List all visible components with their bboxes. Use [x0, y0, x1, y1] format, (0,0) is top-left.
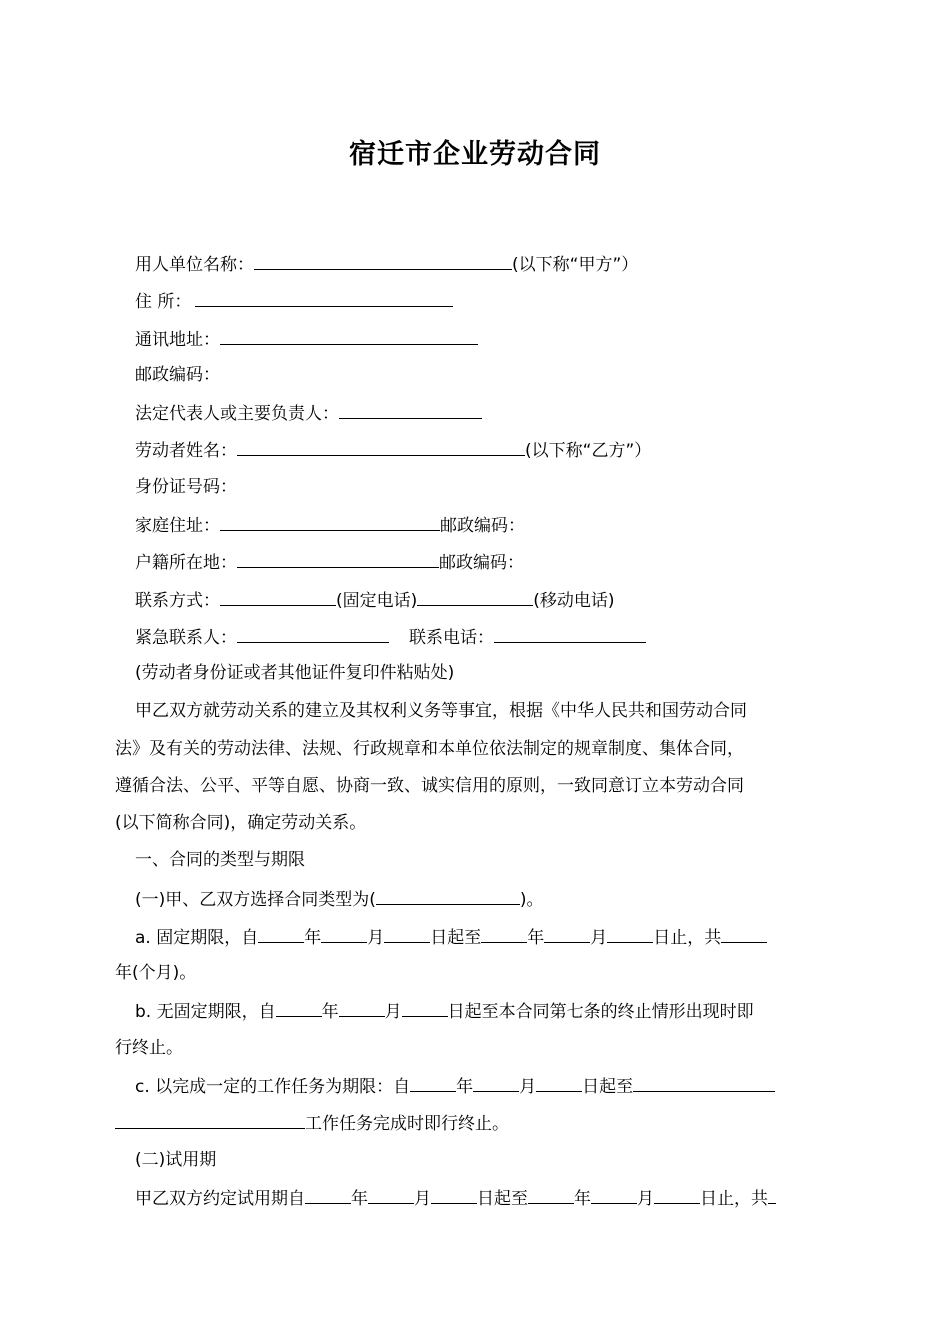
hukou-postcode-label: 邮政编码： [439, 553, 524, 573]
trial-end-year-blank[interactable] [528, 1186, 574, 1204]
trial-line [135, 1186, 776, 1210]
day-to-text: 日止，共 [653, 928, 722, 948]
hukou-label: 户籍所在地： [135, 553, 237, 573]
emergency-phone-label: 联系电话： [409, 628, 494, 648]
contract-type-blank[interactable] [376, 887, 520, 905]
day-from-text: 日起至 [582, 1077, 634, 1097]
month-text: 月 [384, 1002, 402, 1022]
year-text: 年 [456, 1077, 474, 1097]
trial-label: 甲乙双方约定试用期自 [135, 1189, 305, 1209]
day-from-text: 日起至 [477, 1189, 528, 1209]
year-text: 年 [321, 1002, 339, 1022]
hukou-line [135, 550, 524, 574]
preamble-line-3: 遵循合法、公平、平等自愿、协商一致、诚实信用的原则，一致同意订立本劳动合同 [115, 776, 744, 796]
preamble-line-4: (以下简称合同)，确定劳动关系。 [115, 813, 367, 833]
task-desc-blank[interactable] [115, 1111, 305, 1129]
legal-rep-blank[interactable] [339, 401, 482, 419]
worker-suffix: (以下称“乙方”） [525, 441, 652, 461]
month-text: 月 [590, 928, 608, 948]
employer-name-blank[interactable] [254, 252, 512, 270]
year-text: 年 [304, 928, 322, 948]
open-term-tail: 日起至本合同第七条的终止情形出现时即 [447, 1002, 754, 1022]
trial-start-day-blank[interactable] [431, 1186, 477, 1204]
open-start-day-blank[interactable] [402, 999, 448, 1017]
task-term-line-2 [115, 1111, 509, 1135]
trial-total-blank[interactable] [768, 1186, 776, 1204]
task-start-month-blank[interactable] [473, 1074, 519, 1092]
fixed-end-year-blank[interactable] [481, 925, 527, 943]
fixed-term-tail: 年(个月)。 [115, 963, 197, 983]
month-text: 月 [637, 1189, 654, 1209]
employer-name-label: 用人单位名称： [135, 255, 254, 275]
task-start-day-blank[interactable] [536, 1074, 582, 1092]
month-text: 月 [414, 1189, 431, 1209]
open-start-month-blank[interactable] [339, 999, 385, 1017]
emergency-blank[interactable] [237, 625, 389, 643]
home-postcode-label: 邮政编码： [440, 516, 525, 536]
document-title: 宿迁市企业劳动合同 [349, 139, 601, 170]
open-term-line [135, 999, 754, 1023]
postcode-label: 邮政编码： [135, 365, 220, 385]
worker-name-blank[interactable] [237, 438, 525, 456]
year-text: 年 [527, 928, 545, 948]
home-address-label: 家庭住址： [135, 516, 220, 536]
postcode-line [135, 364, 220, 386]
emergency-line [135, 625, 646, 649]
open-term-tail-2: 行终止。 [115, 1038, 183, 1058]
open-start-year-blank[interactable] [276, 999, 322, 1017]
worker-name-label: 劳动者姓名： [135, 441, 237, 461]
trial-end-day-blank[interactable] [654, 1186, 700, 1204]
month-text: 月 [519, 1077, 537, 1097]
month-text: 月 [367, 928, 385, 948]
fixed-term-line [135, 925, 767, 949]
fixed-start-year-blank[interactable] [258, 925, 304, 943]
legal-rep-label: 法定代表人或主要负责人： [135, 404, 339, 424]
day-to-text: 日止，共 [700, 1189, 768, 1209]
trial-heading: (二)试用期 [135, 1150, 217, 1170]
task-start-year-blank[interactable] [410, 1074, 456, 1092]
trial-start-year-blank[interactable] [305, 1186, 351, 1204]
contract-type-end: )。 [519, 890, 544, 910]
id-number-label: 身份证号码： [135, 477, 237, 497]
fixed-total-blank[interactable] [721, 925, 767, 943]
mobile-blank[interactable] [417, 588, 533, 606]
residence-line [135, 289, 453, 313]
home-address-blank[interactable] [220, 513, 440, 531]
year-text: 年 [574, 1189, 591, 1209]
emergency-label: 紧急联系人： [135, 628, 237, 648]
fixed-end-month-blank[interactable] [544, 925, 590, 943]
fixed-term-label: a. 固定期限，自 [135, 928, 259, 948]
trial-start-month-blank[interactable] [368, 1186, 414, 1204]
trial-end-month-blank[interactable] [591, 1186, 637, 1204]
legal-rep-line [135, 401, 482, 425]
hukou-blank[interactable] [237, 550, 439, 568]
id-copy-note: (劳动者身份证或者其他证件复印件粘贴处) [135, 663, 455, 683]
task-term-label: c. 以完成一定的工作任务为期限：自 [135, 1077, 411, 1097]
address-label: 通讯地址： [135, 330, 220, 350]
preamble-line-1: 甲乙双方就劳动关系的建立及其权利义务等事宜，根据《中华人民共和国劳动合同 [135, 701, 747, 721]
home-address-line [135, 513, 525, 537]
day-from-text: 日起至 [430, 928, 482, 948]
section1-heading: 一、合同的类型与期限 [135, 850, 305, 870]
fixed-start-day-blank[interactable] [384, 925, 430, 943]
id-number-line [135, 476, 237, 498]
preamble-line-2: 法》及有关的劳动法律、法规、行政规章和本单位依法制定的规章制度、集体合同， [115, 739, 744, 759]
contact-line [135, 588, 615, 612]
employer-name-line [135, 252, 638, 276]
residence-blank[interactable] [195, 289, 453, 307]
task-end-blank[interactable] [633, 1074, 775, 1092]
contact-label: 联系方式： [135, 591, 220, 611]
year-text: 年 [351, 1189, 368, 1209]
worker-name-line [135, 438, 651, 462]
open-term-label: b. 无固定期限，自 [135, 1002, 276, 1022]
emergency-phone-blank[interactable] [494, 625, 646, 643]
fixed-start-month-blank[interactable] [321, 925, 367, 943]
contract-type-line [135, 887, 544, 911]
contract-type-label: (一)甲、乙双方选择合同类型为( [135, 890, 376, 910]
residence-label: 住 所： [135, 292, 192, 312]
task-term-line [135, 1074, 775, 1098]
task-term-tail: 工作任务完成时即行终止。 [305, 1114, 509, 1134]
address-blank[interactable] [220, 327, 478, 345]
address-line [135, 327, 478, 351]
employer-suffix: (以下称“甲方”） [512, 255, 639, 275]
landline-blank[interactable] [220, 588, 336, 606]
fixed-end-day-blank[interactable] [607, 925, 653, 943]
landline-label: (固定电话) [336, 591, 418, 611]
mobile-label: (移动电话) [533, 591, 615, 611]
